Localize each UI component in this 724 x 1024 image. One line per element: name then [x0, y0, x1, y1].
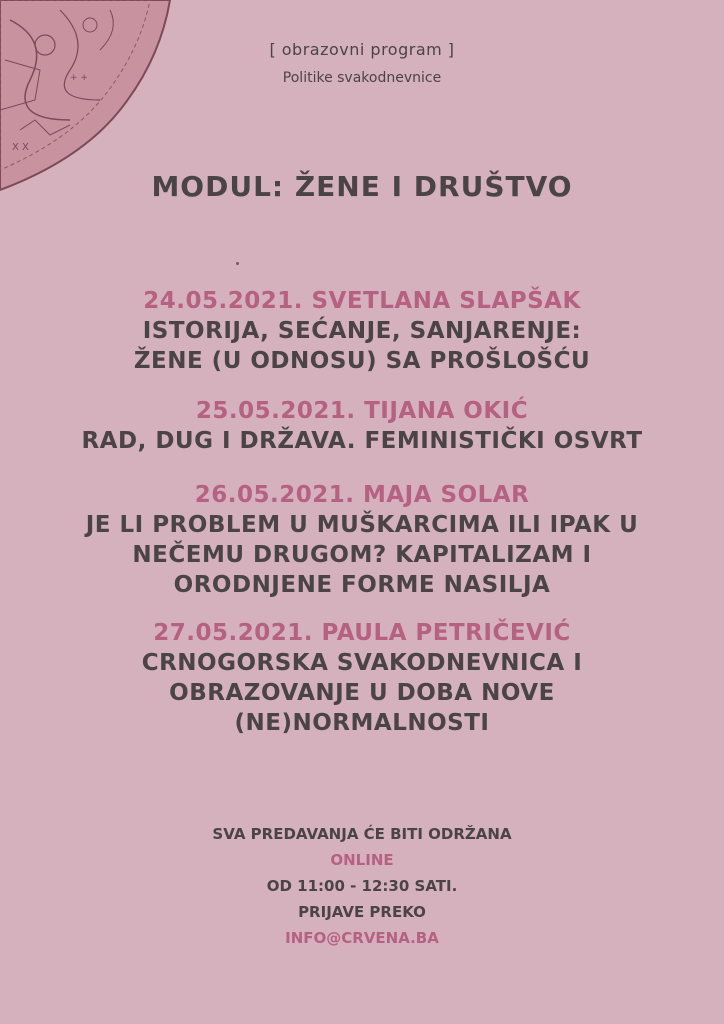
lecture-date-speaker: 24.05.2021. SVETLANA SLAPŠAK [143, 288, 581, 314]
lecture-item [60, 286, 664, 376]
lecture-topic-line: NEČEMU DRUGOM? KAPITALIZAM I [132, 542, 592, 568]
lecture-item [60, 480, 664, 600]
lecture-topic-line: JE LI PROBLEM U MUŠKARCIMA ILI IPAK U [85, 512, 639, 538]
module-title: MODUL: ŽENE I DRUŠTVO [151, 170, 573, 203]
footer-line-held: SVA PREDAVANJA ĆE BITI ODRŽANA [212, 825, 512, 843]
lecture-topic-line: (NE)NORMALNOSTI [234, 710, 490, 736]
svg-text:+ +: + + [70, 73, 88, 83]
decorative-dot [236, 262, 239, 265]
lecture-date-speaker: 25.05.2021. TIJANA OKIĆ [195, 398, 529, 424]
lecture-topic-line: OBRAZOVANJE U DOBA NOVE [169, 680, 555, 706]
lecture-item [60, 396, 664, 456]
lecture-date-speaker: 27.05.2021. PAULA PETRIČEVIĆ [153, 620, 571, 646]
lecture-topic-line: ISTORIJA, SEĆANJE, SANJARENJE: [142, 318, 582, 344]
program-label: [ obrazovni program ] [269, 40, 455, 59]
lecture-date-speaker: 26.05.2021. MAJA SOLAR [194, 482, 530, 508]
program-name: Politike svakodnevnice [282, 70, 442, 86]
footer-time: OD 11:00 - 12:30 SATI. [266, 877, 458, 895]
footer-online: ONLINE [330, 851, 394, 869]
footer-info [0, 821, 724, 951]
lecture-topic-line: CRNOGORSKA SVAKODNEVNICA I [141, 650, 583, 676]
lecture-topic-line: ORODNJENE FORME NASILJA [173, 572, 551, 598]
lecture-topic-line: ŽENE (U ODNOSU) SA PROŠLOŠĆU [133, 348, 591, 374]
lecture-topic-line: RAD, DUG I DRŽAVA. FEMINISTIČKI OSVRT [81, 428, 643, 454]
footer-signup: PRIJAVE PREKO [298, 903, 426, 921]
footer-email-link[interactable]: INFO@CRVENA.BA [285, 929, 439, 947]
lecture-item [60, 618, 664, 738]
svg-text:X X: X X [12, 142, 29, 153]
